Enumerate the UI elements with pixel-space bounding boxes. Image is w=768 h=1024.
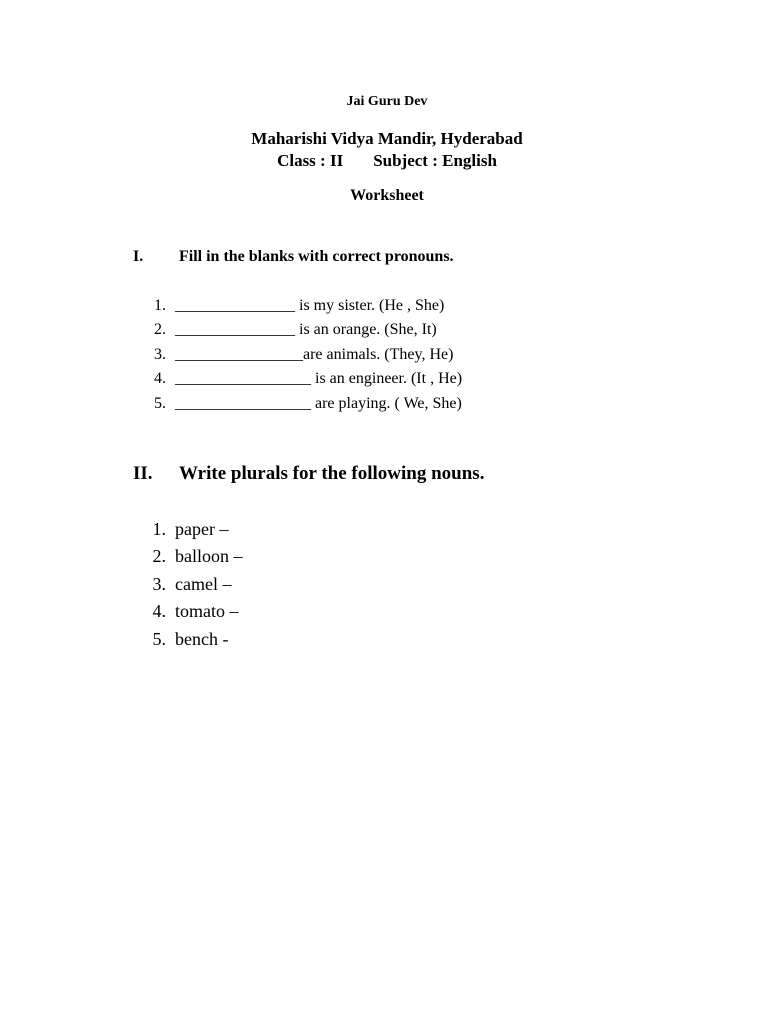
item-number: 1. <box>152 519 166 539</box>
item-number: 4. <box>154 370 166 388</box>
item-text: _______________ is my sister. (He , She) <box>175 297 445 314</box>
list-item <box>0 518 768 545</box>
item-number: 3. <box>154 345 166 363</box>
item-text: _________________ is an engineer. (It , He) <box>175 370 463 388</box>
list-item <box>0 545 768 572</box>
list-item <box>0 573 768 600</box>
item-text: bench - <box>175 628 229 649</box>
item-text: balloon – <box>175 546 243 567</box>
section-1-number: I. <box>133 248 144 265</box>
subject-label: Subject : English <box>373 151 497 170</box>
item-number: 2. <box>152 546 166 567</box>
item-number: 5. <box>154 394 166 412</box>
section-1-instruction: Fill in the blanks with correct pronouns. <box>179 248 454 265</box>
list-item <box>0 628 768 655</box>
section-2-number: II. <box>133 463 153 484</box>
worksheet-title: Worksheet <box>350 187 424 204</box>
item-text: ________________are animals. (They, He) <box>175 345 454 363</box>
item-text: camel – <box>175 573 232 594</box>
list-item <box>0 345 768 369</box>
class-subject-line <box>0 151 768 171</box>
item-number: 1. <box>154 297 166 314</box>
item-number: 5. <box>152 628 166 649</box>
list-item <box>0 320 768 344</box>
item-number: 3. <box>152 573 166 594</box>
item-number: 2. <box>154 321 166 339</box>
list-item <box>0 296 768 320</box>
school-name: Maharishi Vidya Mandir, Hyderabad <box>251 129 523 148</box>
pronoun-question-list <box>0 296 768 418</box>
list-item <box>0 369 768 393</box>
item-text: paper – <box>175 519 229 539</box>
section-2-instruction: Write plurals for the following nouns. <box>179 463 485 484</box>
motto: Jai Guru Dev <box>346 94 428 109</box>
item-text: tomato – <box>175 601 239 622</box>
list-item <box>0 394 768 418</box>
class-label: Class : II <box>277 151 344 170</box>
plural-noun-list <box>0 518 768 655</box>
list-item <box>0 600 768 627</box>
item-text: _______________ is an orange. (She, It) <box>175 321 437 339</box>
item-number: 4. <box>152 601 166 622</box>
item-text: _________________ are playing. ( We, She) <box>175 394 462 412</box>
